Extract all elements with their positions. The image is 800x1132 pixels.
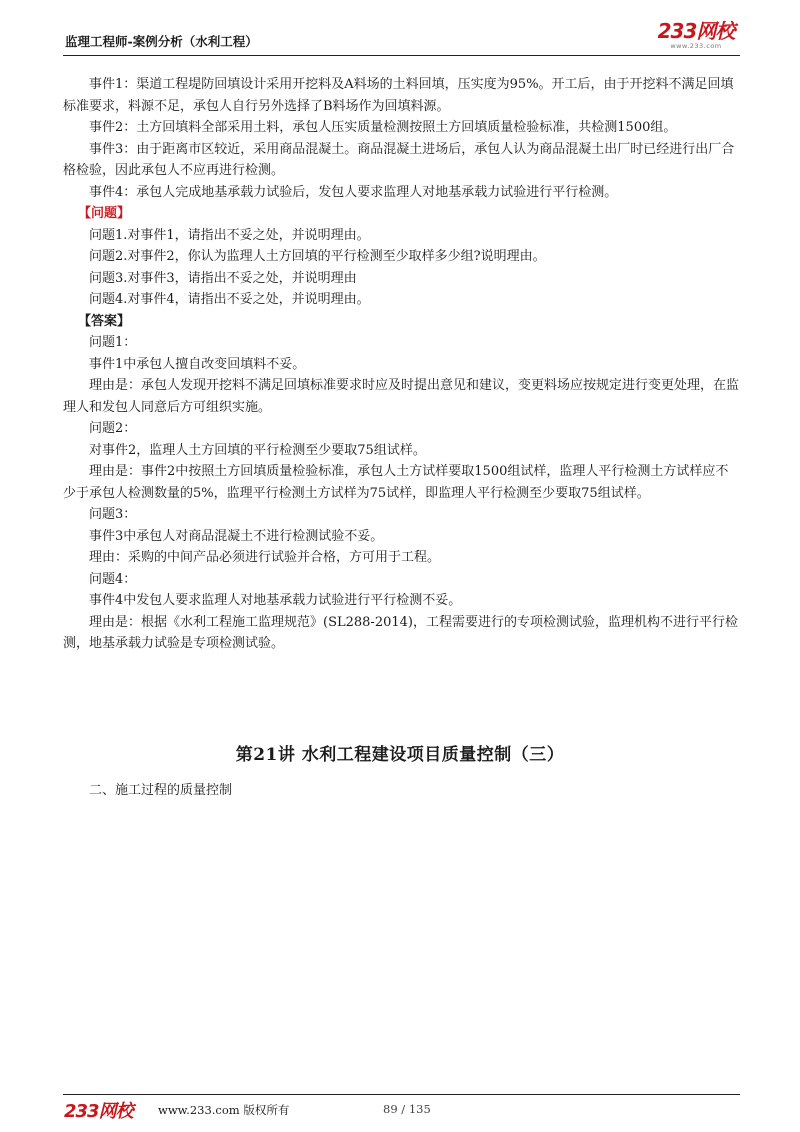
footer-logo: 233网校 bbox=[64, 1101, 133, 1122]
page-header bbox=[63, 19, 740, 56]
paragraph: 问题4.对事件4，请指出不妥之处，并说明理由。 bbox=[89, 292, 370, 307]
paragraph: 问题3.对事件3，请指出不妥之处，并说明理由 bbox=[89, 270, 357, 286]
paragraph: 理由是：承包人发现开挖料不满足回填标准要求时应及时提出意见和建议，变更料场应按规定进行变更处理，在监理人和发包人同意后方可组织实施。 bbox=[63, 378, 740, 415]
paragraph: 问题1： bbox=[89, 335, 137, 350]
section-label: 【答案】 bbox=[78, 313, 131, 329]
logo-text: 233网校 bbox=[657, 19, 735, 43]
paragraph: 问题4： bbox=[89, 571, 137, 587]
paragraph: 事件3：由于距离市区较近，采用商品混凝土。商品混凝土进场后，承包人认为商品混凝土出厂时已经进行出厂合格检验，因此承包人不应再进行检测。 bbox=[63, 141, 735, 178]
header-divider bbox=[63, 55, 740, 56]
section-label: 【问题】 bbox=[78, 206, 131, 221]
paragraph: 事件4中发包人要求监理人对地基承载力试验进行平行检测不妥。 bbox=[89, 593, 462, 608]
paragraph: 理由是：根据《水利工程施工监理规范》(SL288-2014)，工程需要进行的专项检测试验，监理机构不进行平行检测，地基承载力试验是专项检测试验。 bbox=[63, 614, 738, 651]
paragraph: 问题2： bbox=[89, 421, 137, 436]
paragraph: 问题3： bbox=[89, 507, 137, 522]
paragraph: 理由：采购的中间产品必须进行试验并合格，方可用于工程。 bbox=[89, 550, 441, 565]
paragraph: 事件3中承包人对商品混凝土不进行检测试验不妥。 bbox=[89, 528, 384, 544]
paragraph: 问题2.对事件2，你认为监理人土方回填的平行检测至少取样多少组?说明理由。 bbox=[89, 249, 546, 264]
footer-divider bbox=[63, 1094, 740, 1095]
document-title: 监理工程师-案例分析（水利工程） bbox=[65, 34, 258, 49]
paragraph: 对事件2，监理人土方回填的平行检测至少要取75组试样。 bbox=[89, 442, 426, 458]
logo-url: www.233.com bbox=[670, 42, 722, 50]
document-body bbox=[63, 74, 740, 655]
brand-logo bbox=[654, 20, 738, 54]
lecture-title: 第21讲 水利工程建设项目质量控制（三） bbox=[235, 745, 565, 765]
paragraph: 事件4：承包人完成地基承载力试验后，发包人要求监理人对地基承载力试验进行平行检测。 bbox=[89, 184, 618, 200]
section-heading: 二、施工过程的质量控制 bbox=[89, 783, 233, 798]
footer-copyright: www.233.com 版权所有 bbox=[158, 1103, 290, 1117]
paragraph: 事件1：渠道工程堤防回填设计采用开挖料及A料场的土料回填，压实度为95%。开工后，由于开挖料不满足回填标准要求，料源不足，承包人自行另外选择了B料场作为回填料源。 bbox=[63, 77, 734, 114]
paragraph: 事件1中承包人擅自改变回填料不妥。 bbox=[89, 356, 306, 372]
paragraph: 理由是：事件2中按照土方回填质量检验标准，承包人土方试样要取1500组试样，监理人平行检测土方试样应不少于承包人检测数量的5%，监理平行检测土方试样为75试样，即监理人平行检测至少要取75组试样。 bbox=[63, 464, 729, 501]
page-number: 89 / 135 bbox=[383, 1102, 431, 1116]
paragraph: 事件2：土方回填料全部采用土料，承包人压实质量检测按照土方回填质量检验标准，共检测1500组。 bbox=[89, 120, 677, 135]
paragraph: 问题1.对事件1，请指出不妥之处，并说明理由。 bbox=[89, 227, 370, 243]
